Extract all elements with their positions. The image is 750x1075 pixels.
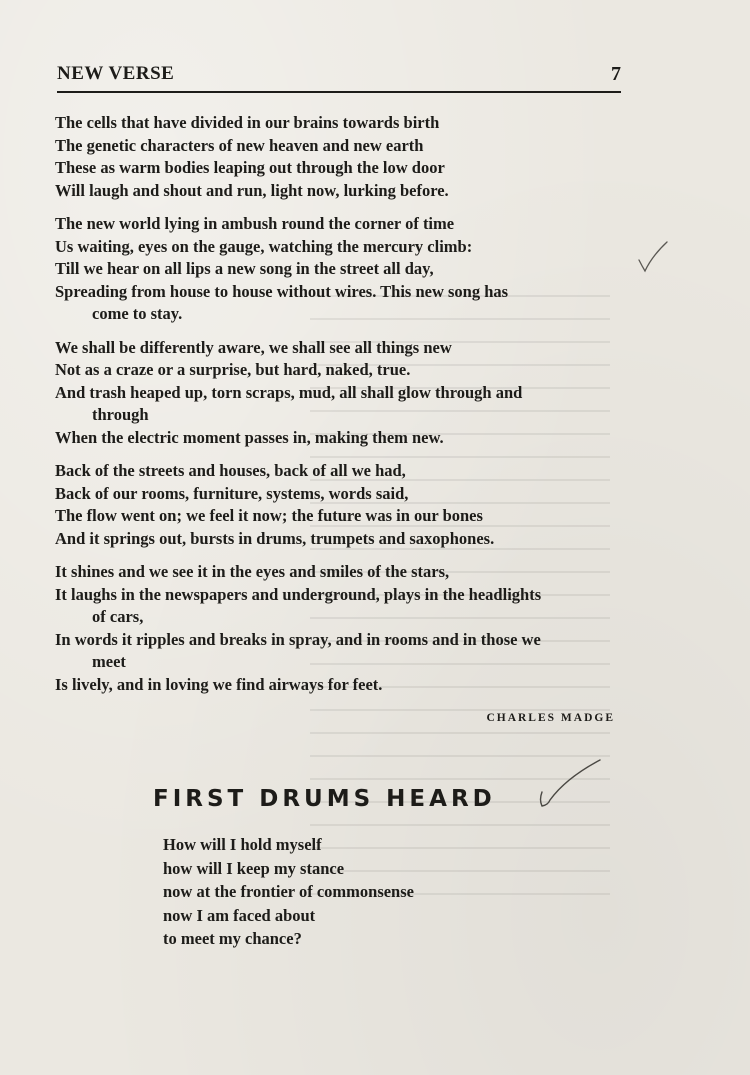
poem-line-continuation: meet [92,652,126,671]
poem-line: Till we hear on all lips a new song in the street all day, [55,259,434,278]
poem-line: Spreading from house to house without wires. This new song has [55,281,509,301]
poem-line-continuation: come to stay. [92,304,183,323]
poem-line: The new world lying in ambush round the corner of time [55,214,455,233]
poem-line: Us waiting, eyes on the gauge, watching the mercury climb: [55,236,473,256]
poem-line: And trash heaped up, torn scraps, mud, all shall glow through and [55,382,523,402]
poem-line: Will laugh and shout and run, light now, lurking before. [55,180,449,200]
stanza [55,460,630,550]
poem-line-continuation: of cars, [92,607,144,626]
stanza [55,213,630,326]
stanza [55,337,630,450]
poem-line: It shines and we see it in the eyes and smiles of the stars, [55,562,450,581]
poem-line: In words it ripples and breaks in spray, and in rooms and in those we [55,629,541,649]
poem-line: now I am faced about [163,905,316,925]
page-number: 7 [611,63,621,85]
stanza [55,561,630,696]
author-name: CHARLES MADGE [486,712,615,724]
poem-line: The cells that have divided in our brains towards birth [55,113,440,132]
poem-line: And it springs out, bursts in drums, trumpets and saxophones. [55,528,495,548]
poem-line: Back of our rooms, furniture, systems, words said, [55,483,409,503]
poem-line: It laughs in the newspapers and underground, plays in the headlights [55,584,542,604]
stanza [55,112,630,202]
poem-line: The flow went on; we feel it now; the future was in our bones [55,506,483,525]
poem-line: to meet my chance? [163,929,302,948]
poem-line: Back of the streets and houses, back of all we had, [55,461,406,480]
poem-line: The genetic characters of new heaven and new earth [55,135,424,155]
pencil-checkmark-icon [636,240,670,276]
poem-title: FIRST DRUMS HEARD [153,786,496,812]
running-header [57,63,621,93]
poem-line: Is lively, and in loving we find airways for feet. [55,674,383,694]
poem-line: These as warm bodies leaping out through the low door [55,158,445,177]
poem-line: how will I keep my stance [163,858,345,878]
poem-line: How will I hold myself [163,835,322,854]
poem-line: When the electric moment passes in, making them new. [55,427,444,447]
poem-line: Not as a craze or a surprise, but hard, naked, true. [55,360,411,379]
poem-body-short [163,833,414,951]
poem-line-continuation: through [92,405,149,424]
poem-body [55,112,630,707]
poem-line: We shall be differently aware, we shall see all things new [55,337,452,357]
poem-line: now at the frontier of commonsense [163,882,414,901]
journal-title: NEW VERSE [57,63,175,84]
